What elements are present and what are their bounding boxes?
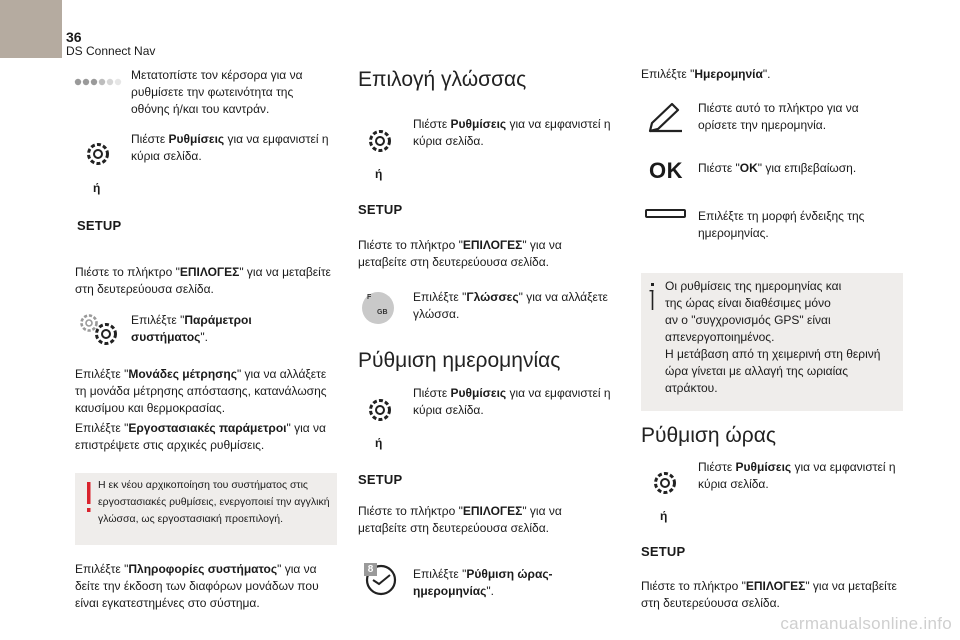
ok-instruction: Πιέστε "OK" για επιβεβαίωση. [698,161,857,175]
or-label: ή [375,167,383,181]
setup-button-label: SETUP [358,472,403,487]
format-instruction: Επιλέξτε τη μορφή ένδειξης της ημερομηνίας. [698,209,865,240]
system-parameters-instruction: Επιλέξτε "Παράμετροι συστήματος". [131,313,252,344]
flag-bottom-label: GB [377,309,388,316]
settings-gear-icon [84,140,112,168]
brightness-instruction: Μετατοπίστε τον κέρσορα για να ρυθμίσετε την φωτεινότητα της οθόνης ή/και του καντράν. [131,68,303,116]
info-icon [648,283,658,311]
page-number: 36 [66,29,82,45]
languages-instruction: Επιλέξτε "Γλώσσες" για να αλλάξετε γλώσσα. [413,290,608,321]
info-note-text: Οι ρυθμίσεις της ημερομηνίας και της ώρας είναι διαθέσιμες μόνο αν ο "συγχρονισμός GPS" είναι απενεργοποιημένος. Η μετάβαση από τη χειμερινή στη θερινή ώρα γίνεται με αλλαγή της ωριαίας ατράκτου. [665,279,881,395]
language-section-title: Επιλογή γλώσσας [358,68,527,91]
manual-title: DS Connect Nav [66,44,156,58]
system-parameters-gears-icon [76,312,124,348]
setup-button-label: SETUP [641,544,686,559]
options-instruction: Πιέστε το πλήκτρο "ΕΠΙΛΟΓΕΣ" για να μεταβείτε στη δευτερεύουσα σελίδα. [75,265,331,296]
pencil-icon [646,101,686,135]
brightness-dots-icon [74,74,122,88]
setup-button-label: SETUP [77,218,122,233]
options-instruction: Πιέστε το πλήκτρο "ΕΠΙΛΟΓΕΣ" για να μεταβείτε στη δευτερεύουσα σελίδα. [358,504,562,535]
time-section-title: Ρύθμιση ώρας [641,424,777,447]
or-label: ή [660,509,668,523]
flag-top-label: F [367,294,372,301]
system-info-instruction: Επιλέξτε "Πληροφορίες συστήματος" για να δείτε την έκδοση των διαφόρων μονάδων που είναι εγκατεστημένες στο σύστημα. [75,562,319,610]
options-instruction: Πιέστε το πλήκτρο "ΕΠΙΛΟΓΕΣ" για να μεταβείτε στη δευτερεύουσα σελίδα. [641,579,897,610]
factory-instruction: Επιλέξτε "Εργοστασιακές παράμετροι" για να επιστρέψετε στις αρχικές ρυθμίσεις. [75,421,326,452]
settings-gear-icon [651,469,679,497]
settings-gear-icon [366,127,394,155]
pencil-instruction: Πιέστε αυτό το πλήκτρο για να ορίσετε την ημερομηνία. [698,101,859,132]
format-field-icon [645,209,686,218]
or-label: ή [375,436,383,450]
date-section-title: Ρύθμιση ημερομηνίας [358,349,561,372]
warning-note-text: Η εκ νέου αρχικοποίηση του συστήματος στις εργοστασιακές ρυθμίσεις, ενεργοποιεί την αγγλική γλώσσα, ως εργοστασιακή προεπιλογή. [98,479,330,525]
settings-instruction: Πιέστε Ρυθμίσεις για να εμφανιστεί η κύρια σελίδα. [698,460,896,491]
time-date-instruction: Επιλέξτε "Ρύθμιση ώρας-ημερομηνίας". [413,567,553,598]
settings-gear-icon [366,396,394,424]
ok-icon: OK [649,158,683,183]
watermark: carmanualsonline.info [780,614,952,633]
units-instruction: Επιλέξτε "Μονάδες μέτρησης" για να αλλάξετε τη μονάδα μέτρησης απόστασης, κατανάλωσης καυσίμου και θερμοκρασίας. [75,367,327,415]
settings-instruction: Πιέστε Ρυθμίσεις για να εμφανιστεί η κύρια σελίδα. [413,117,611,148]
setup-button-label: SETUP [358,202,403,217]
warning-exclamation-icon [84,481,94,515]
date-select-instruction: Επιλέξτε "Ημερομηνία". [641,67,771,81]
options-instruction: Πιέστε το πλήκτρο "ΕΠΙΛΟΓΕΣ" για να μεταβείτε στη δευτερεύουσα σελίδα. [358,238,562,269]
settings-instruction: Πιέστε Ρυθμίσεις για να εμφανιστεί η κύρια σελίδα. [413,386,611,417]
settings-instruction: Πιέστε Ρυθμίσεις για να εμφανιστεί η κύρια σελίδα. [131,132,329,163]
step-number-badge: 8 [364,563,377,576]
page-corner-block [0,0,62,58]
or-label: ή [93,181,101,195]
